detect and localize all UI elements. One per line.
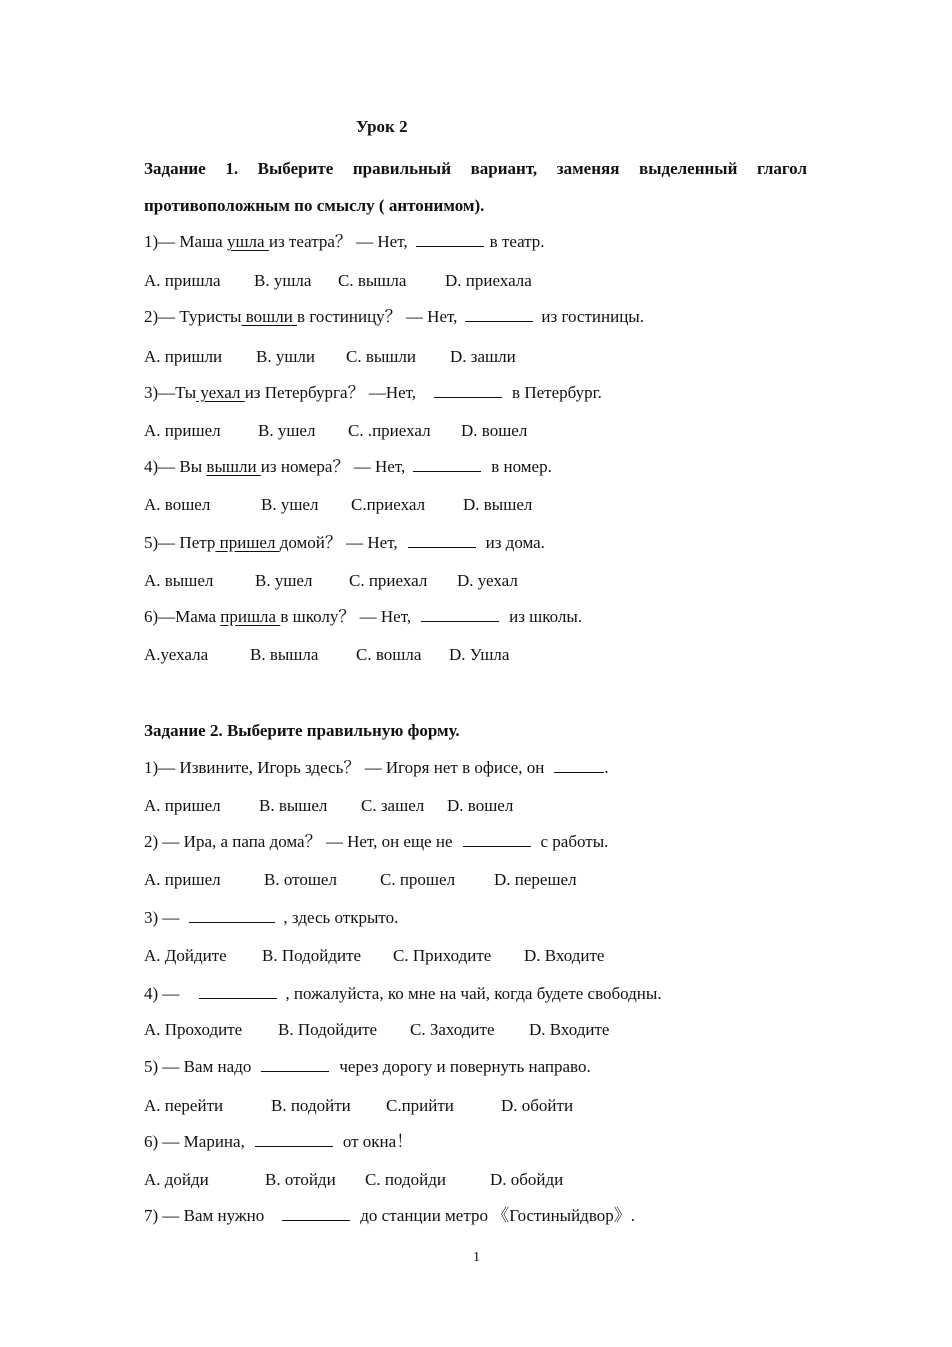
question-text: 6)—Мама [144, 607, 221, 626]
option-b[interactable]: B. ушла [254, 271, 312, 290]
task1-question-3 [144, 382, 602, 404]
task2-heading: Задание 2. Выберите правильную форму. [144, 721, 460, 740]
answer-blank[interactable] [408, 532, 476, 548]
task1-question-6 [144, 606, 582, 628]
question-text: 6) — Марина, [144, 1132, 245, 1151]
option-d[interactable]: D. перешел [494, 870, 577, 889]
option-c[interactable]: C.прийти [386, 1096, 454, 1115]
option-c[interactable]: C. подойди [365, 1170, 446, 1189]
question-text: 5) — Вам надо [144, 1057, 252, 1076]
task1-options-4 [144, 494, 532, 516]
option-d[interactable]: D. вышел [463, 495, 533, 514]
task1-question-1 [144, 231, 545, 253]
question-text: 7) — Вам нужно [144, 1206, 265, 1225]
option-b[interactable]: B. вышел [259, 796, 328, 815]
question-text: 5)— Петр [144, 533, 216, 552]
option-d[interactable]: D. Ушла [449, 645, 510, 664]
task2-options-2 [144, 869, 577, 891]
task2-question-7 [144, 1205, 635, 1227]
task2-options-5 [144, 1095, 573, 1117]
lesson-title: Урок 2 [356, 117, 408, 136]
option-d[interactable]: D. вошел [447, 796, 514, 815]
question-text: 3) — [144, 908, 180, 927]
highlighted-verb: вошли [241, 307, 298, 326]
option-a[interactable]: A. вошел [144, 495, 211, 514]
answer-blank[interactable] [282, 1205, 350, 1221]
task1-question-5 [144, 532, 545, 554]
option-b[interactable]: B. вышла [250, 645, 319, 664]
option-d[interactable]: D. вошел [461, 421, 528, 440]
option-b[interactable]: B. Подойдите [262, 946, 362, 965]
answer-blank[interactable] [434, 382, 502, 398]
question-text: с работы. [540, 832, 609, 851]
answer-blank[interactable] [465, 306, 533, 322]
option-a[interactable]: A. пришел [144, 796, 221, 815]
task2-options-3 [144, 945, 604, 967]
highlighted-verb: пришел [215, 533, 280, 552]
question-text: в гостиницу？ — Нет, [297, 307, 458, 326]
highlighted-verb: вышли [206, 457, 261, 476]
question-text: домой？ — Нет, [279, 533, 398, 552]
question-text: из театра？ — Нет, [268, 232, 408, 251]
question-text: 4)— Вы [144, 457, 207, 476]
question-text: из Петербурга？ —Нет, [244, 383, 417, 402]
task2-question-4 [144, 983, 662, 1005]
option-c[interactable]: C. приехал [349, 571, 428, 590]
option-a[interactable]: A. пришел [144, 421, 221, 440]
option-c[interactable]: C. вошла [356, 645, 422, 664]
option-a[interactable]: A. пришел [144, 870, 221, 889]
option-b[interactable]: B. отошел [264, 870, 337, 889]
task2-options-1 [144, 795, 513, 817]
option-c[interactable]: C. прошел [380, 870, 456, 889]
task1-options-1 [144, 270, 532, 292]
option-a[interactable]: A. вышел [144, 571, 214, 590]
highlighted-verb: уехал [196, 383, 245, 402]
option-a[interactable]: A. Дойдите [144, 946, 227, 965]
option-a[interactable]: A. дойди [144, 1170, 209, 1189]
answer-blank[interactable] [261, 1056, 329, 1072]
option-b[interactable]: B. ушли [256, 347, 316, 366]
question-text: 3)—Ты [144, 383, 197, 402]
question-text: 1)— Извините, Игорь здесь？ — Игоря нет в офисе, он [144, 758, 545, 777]
question-text: из гостиницы. [541, 307, 644, 326]
question-text: , здесь открыто. [283, 908, 399, 927]
question-text: из номера？ — Нет, [260, 457, 406, 476]
highlighted-verb: ушла [226, 232, 269, 251]
option-b[interactable]: B. отойди [265, 1170, 336, 1189]
question-text: в театр. [489, 232, 545, 251]
option-d[interactable]: D. обойти [501, 1096, 574, 1115]
option-b[interactable]: B. Подойдите [278, 1020, 378, 1039]
option-c[interactable]: C. вышли [346, 347, 416, 366]
highlighted-verb: пришла [220, 607, 281, 626]
task1-options-5 [144, 570, 518, 592]
option-c[interactable]: C. Заходите [410, 1020, 495, 1039]
task2-question-3 [144, 907, 398, 929]
option-d[interactable]: D. Входите [524, 946, 605, 965]
option-b[interactable]: B. подойти [271, 1096, 351, 1115]
answer-blank[interactable] [554, 757, 604, 773]
task2-question-1 [144, 757, 609, 779]
option-c[interactable]: C. Приходите [393, 946, 492, 965]
question-text: в школу？ — Нет, [280, 607, 412, 626]
answer-blank[interactable] [413, 456, 481, 472]
task2-options-6 [144, 1169, 563, 1191]
option-a[interactable]: A.уехала [144, 645, 209, 664]
question-text: 2)— Туристы [144, 307, 242, 326]
option-b[interactable]: B. ушел [258, 421, 316, 440]
question-text: в Петербург. [512, 383, 602, 402]
page-number: 1 [473, 1250, 480, 1265]
option-d[interactable]: D. уехал [457, 571, 518, 590]
question-text: 1)— Маша [144, 232, 227, 251]
question-text: 2) — Ира, а папа дома？ — Нет, он еще не [144, 832, 453, 851]
option-d[interactable]: D. обойди [490, 1170, 564, 1189]
answer-blank[interactable] [421, 606, 499, 622]
option-a[interactable]: A. перейти [144, 1096, 224, 1115]
answer-blank[interactable] [189, 907, 275, 923]
task1-options-2 [144, 346, 516, 368]
task1-heading-line2: противоположным по смыслу ( антонимом). [144, 196, 485, 215]
question-text: в номер. [491, 457, 552, 476]
answer-blank[interactable] [463, 831, 531, 847]
option-a[interactable]: A. пришла [144, 271, 221, 290]
option-b[interactable]: B. ушел [255, 571, 313, 590]
question-text: . [604, 758, 609, 777]
option-c[interactable]: C. зашел [361, 796, 425, 815]
option-b[interactable]: B. ушел [261, 495, 319, 514]
answer-blank[interactable] [255, 1131, 333, 1147]
question-text: 4) — [144, 984, 180, 1003]
task2-options-4 [144, 1019, 609, 1041]
task2-question-5 [144, 1056, 591, 1078]
option-c[interactable]: C.приехал [351, 495, 426, 514]
task1-options-6 [144, 644, 509, 666]
question-text: от окна！ [342, 1132, 414, 1151]
answer-blank[interactable] [416, 231, 484, 247]
option-c[interactable]: C. .приехал [348, 421, 431, 440]
option-c[interactable]: C. вышла [338, 271, 407, 290]
task1-question-2 [144, 306, 644, 328]
question-text: , пожалуйста, ко мне на чай, когда будете свободны. [285, 984, 662, 1003]
option-d[interactable]: D. приехала [445, 271, 532, 290]
task1-heading-line1: Задание 1. Выберите правильный вариант, заменяя выделенный глагол [144, 159, 807, 178]
question-text: до станции метро 《Гостиныйдвор》. [360, 1206, 635, 1225]
option-a[interactable]: A. Проходите [144, 1020, 243, 1039]
task2-question-2 [144, 831, 608, 853]
answer-blank[interactable] [199, 983, 277, 999]
task1-question-4 [144, 456, 552, 478]
question-text: из школы. [509, 607, 583, 626]
task1-options-3 [144, 420, 527, 442]
option-d[interactable]: D. Входите [529, 1020, 610, 1039]
option-a[interactable]: A. пришли [144, 347, 223, 366]
option-d[interactable]: D. зашли [450, 347, 516, 366]
question-text: из дома. [485, 533, 545, 552]
question-text: через дорогу и повернуть направо. [339, 1057, 591, 1076]
task2-question-6 [144, 1131, 413, 1153]
